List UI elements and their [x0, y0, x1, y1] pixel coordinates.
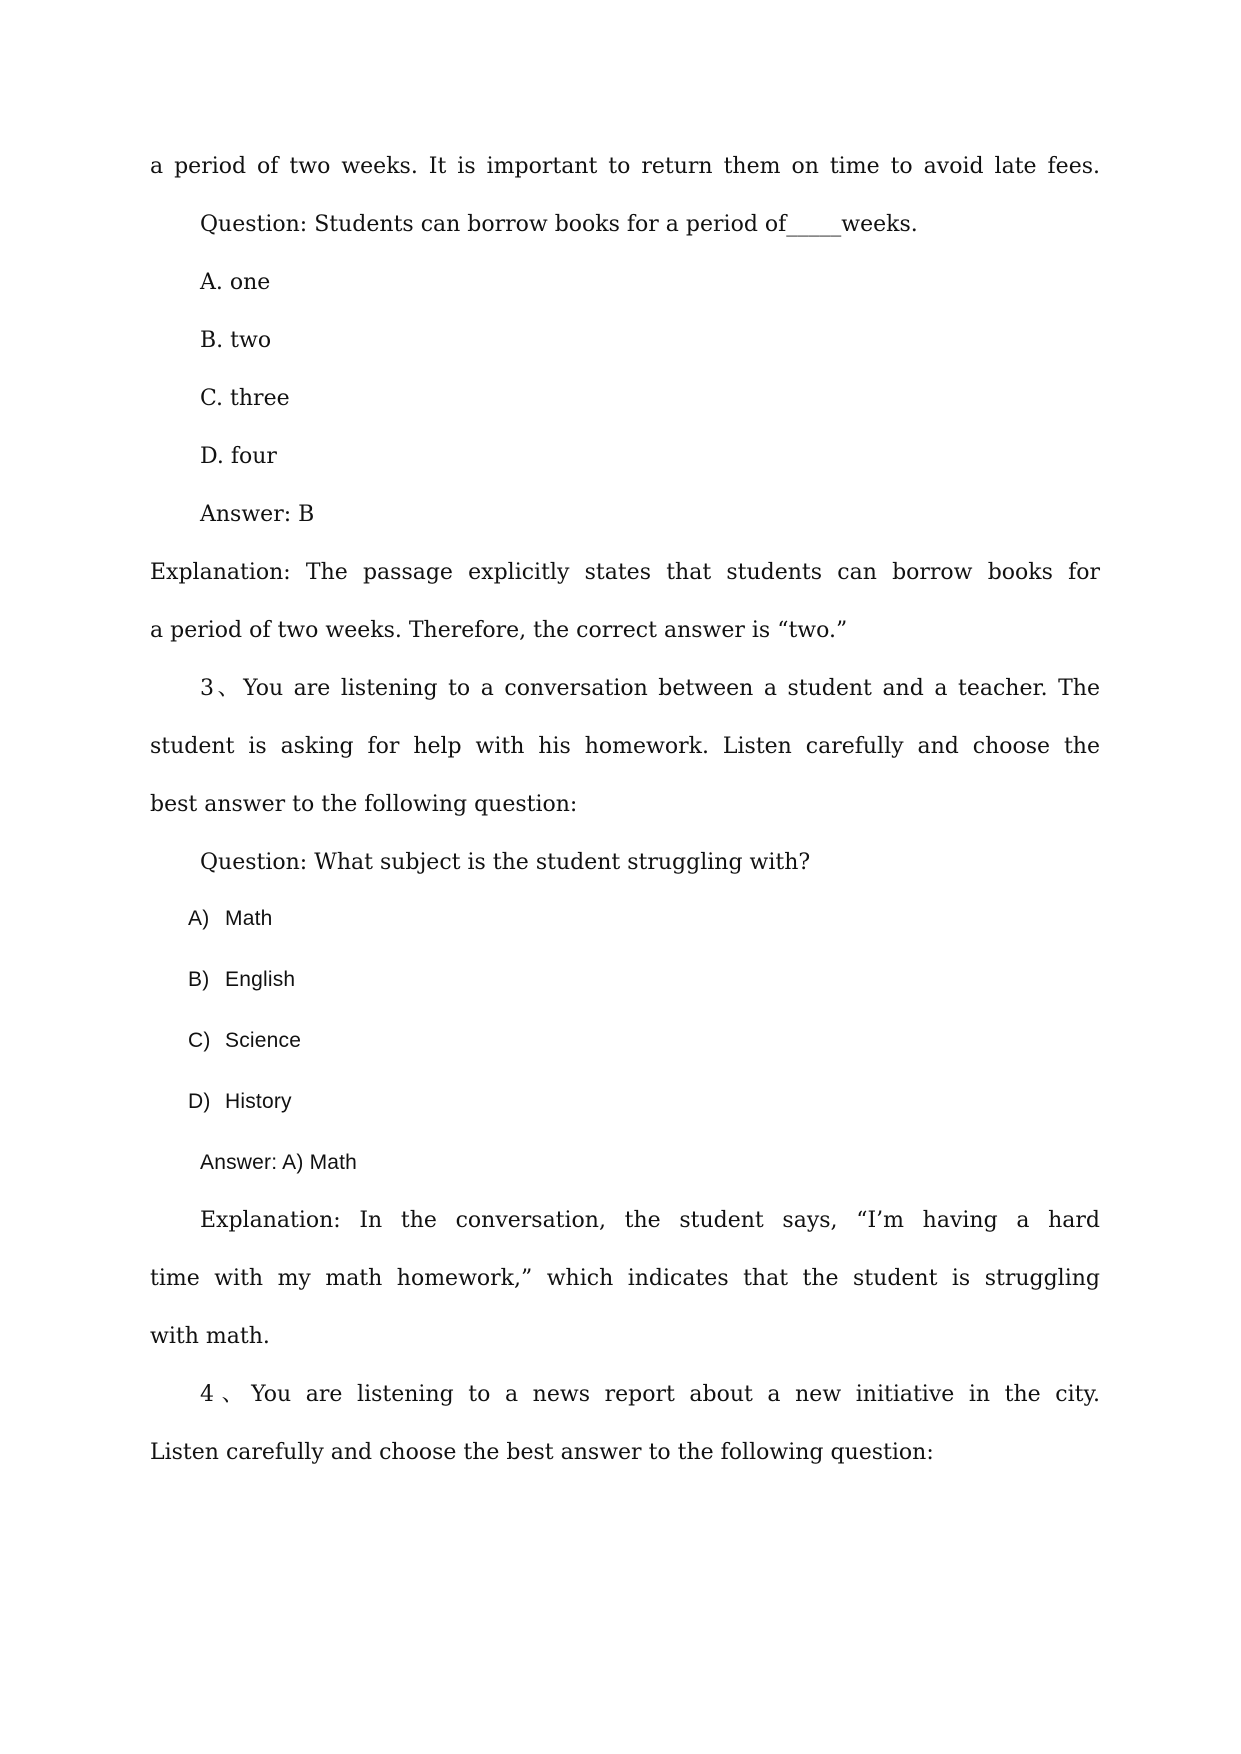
q3-intro-line-3: best answer to the following question: [150, 792, 578, 817]
option-letter: C. [200, 386, 224, 411]
q3-intro-line-2: student is asking for help with his homework. Listen carefully and choose the [150, 734, 1100, 759]
q3-intro-line-1: 3、You are listening to a conversation between a student and a teacher. The [200, 676, 1100, 701]
option-text: English [225, 968, 296, 991]
q3-option-a [188, 904, 273, 934]
passage-tail: a period of two weeks. It is important to return them on time to avoid late fees. [150, 154, 1100, 179]
q2-explanation-line-1: Explanation: The passage explicitly states that students can borrow books for [150, 560, 1100, 585]
q3-option-d [188, 1087, 292, 1117]
q2-option-a [200, 268, 270, 298]
option-letter: A) [188, 907, 210, 930]
option-letter: A. [200, 270, 223, 295]
q3-question: Question: What subject is the student struggling with? [200, 850, 811, 875]
q4-intro-line-2: Listen carefully and choose the best answer to the following question: [150, 1440, 934, 1465]
q3-option-c [188, 1026, 301, 1056]
option-letter: D. [200, 444, 224, 469]
option-text: three [230, 386, 290, 411]
q2-option-b [200, 326, 271, 356]
q2-option-c [200, 384, 290, 414]
q4-intro-line-1: 4、You are listening to a news report about a new initiative in the city. [200, 1382, 1100, 1407]
option-text: History [225, 1090, 292, 1113]
q2-option-d [200, 442, 277, 472]
q3-explanation-line-1: Explanation: In the conversation, the student says, “I’m having a hard [200, 1208, 1100, 1233]
option-text: one [229, 270, 271, 295]
q3-explanation-line-3: with math. [150, 1324, 270, 1349]
option-letter: D) [188, 1090, 211, 1113]
q3-option-b [188, 965, 295, 995]
q3-explanation-line-2: time with my math homework,” which indicates that the student is struggling [150, 1266, 1100, 1291]
option-letter: C) [188, 1029, 211, 1052]
option-text: two [230, 328, 272, 353]
option-text: four [230, 444, 277, 469]
q2-explanation-line-2: a period of two weeks. Therefore, the correct answer is “two.” [150, 618, 848, 643]
q3-answer: Answer: A) Math [200, 1151, 358, 1174]
option-letter: B. [200, 328, 224, 353]
q2-answer: Answer: B [200, 502, 315, 527]
option-letter: B) [188, 968, 210, 991]
q2-question: Question: Students can borrow books for a period of_____weeks. [200, 212, 918, 237]
option-text: Math [225, 907, 273, 930]
option-text: Science [225, 1029, 302, 1052]
